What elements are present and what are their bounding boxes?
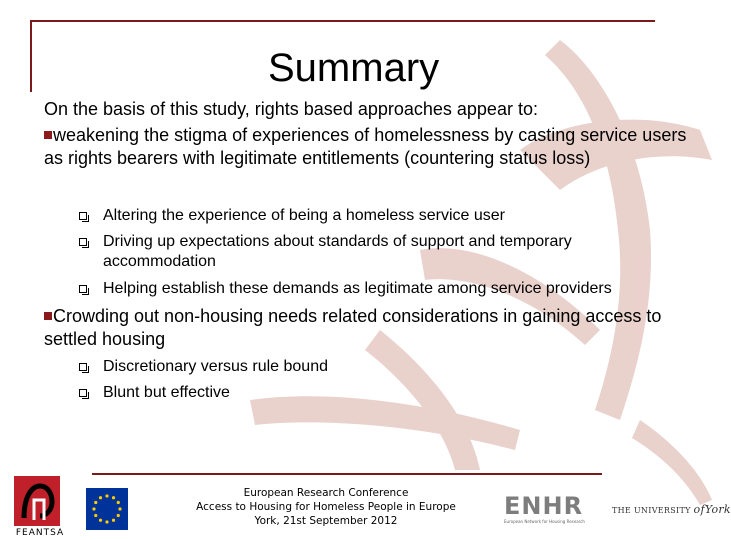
checkbox-bullet-icon [79, 212, 87, 220]
square-bullet-icon [44, 131, 52, 139]
eu-star-icon [118, 507, 121, 510]
eu-flag-logo [86, 488, 128, 530]
enhr-logo [504, 494, 614, 524]
checkbox-bullet-icon [79, 389, 87, 397]
sub-point-text: Driving up expectations about standards of support and temporary [103, 233, 572, 250]
sub-point-text: Discretionary versus rule bound [103, 358, 328, 375]
eu-star-icon [92, 507, 95, 510]
eu-star-icon [112, 496, 115, 499]
intro-text: On the basis of this study, rights based approaches appear to: [44, 99, 538, 119]
footer-divider [92, 473, 602, 475]
eu-star-icon [105, 520, 108, 523]
eu-star-icon [94, 514, 97, 517]
sub-point-text: Altering the experience of being a homeless service user [103, 207, 505, 224]
feantsa-mark-icon [14, 476, 60, 526]
sub-point-text: Blunt but effective [103, 384, 230, 401]
footer-line-2: Access to Housing for Homeless People in Europe [196, 501, 456, 513]
frame-left-line [30, 20, 32, 92]
york-of: of [693, 503, 705, 516]
enhr-wordmark: ENHR [504, 492, 584, 520]
eu-star-icon [99, 496, 102, 499]
feantsa-label: FEANTSA [15, 528, 65, 538]
footer-line-3: York, 21st September 2012 [254, 515, 398, 527]
main-point-2 [44, 305, 694, 351]
eu-star-icon [105, 494, 108, 497]
square-bullet-icon [44, 312, 52, 320]
enhr-subtitle: European Network for Housing Research [504, 519, 585, 524]
footer-line-1: European Research Conference [243, 487, 409, 499]
feantsa-logo [10, 476, 65, 540]
page-title: Summary [268, 46, 440, 90]
frame-top-line [30, 20, 655, 22]
main-point-1 [44, 124, 694, 170]
eu-star-icon [117, 514, 120, 517]
main-point-2-text: Crowding out non-housing needs related considerations in gaining access to settled housing [44, 306, 662, 349]
checkbox-bullet-icon [79, 285, 87, 293]
footer-conference-info [186, 486, 466, 528]
main-point-1-text: weakening the stigma of experiences of homelessness by casting service users as rights bearers with legitimate entitlements (countering status loss) [44, 125, 687, 168]
eu-star-icon [99, 519, 102, 522]
sub-point-text: Helping establish these demands as legitimate among service providers [103, 280, 612, 297]
eu-star-icon [112, 519, 115, 522]
checkbox-bullet-icon [79, 238, 87, 246]
york-prefix: THE UNIVERSITY [612, 506, 691, 515]
eu-star-icon [117, 501, 120, 504]
york-name: York [704, 503, 731, 516]
checkbox-bullet-icon [79, 363, 87, 371]
sub-point-text-continued: accommodation [103, 253, 216, 270]
eu-star-icon [94, 501, 97, 504]
university-of-york-logo [612, 503, 731, 516]
